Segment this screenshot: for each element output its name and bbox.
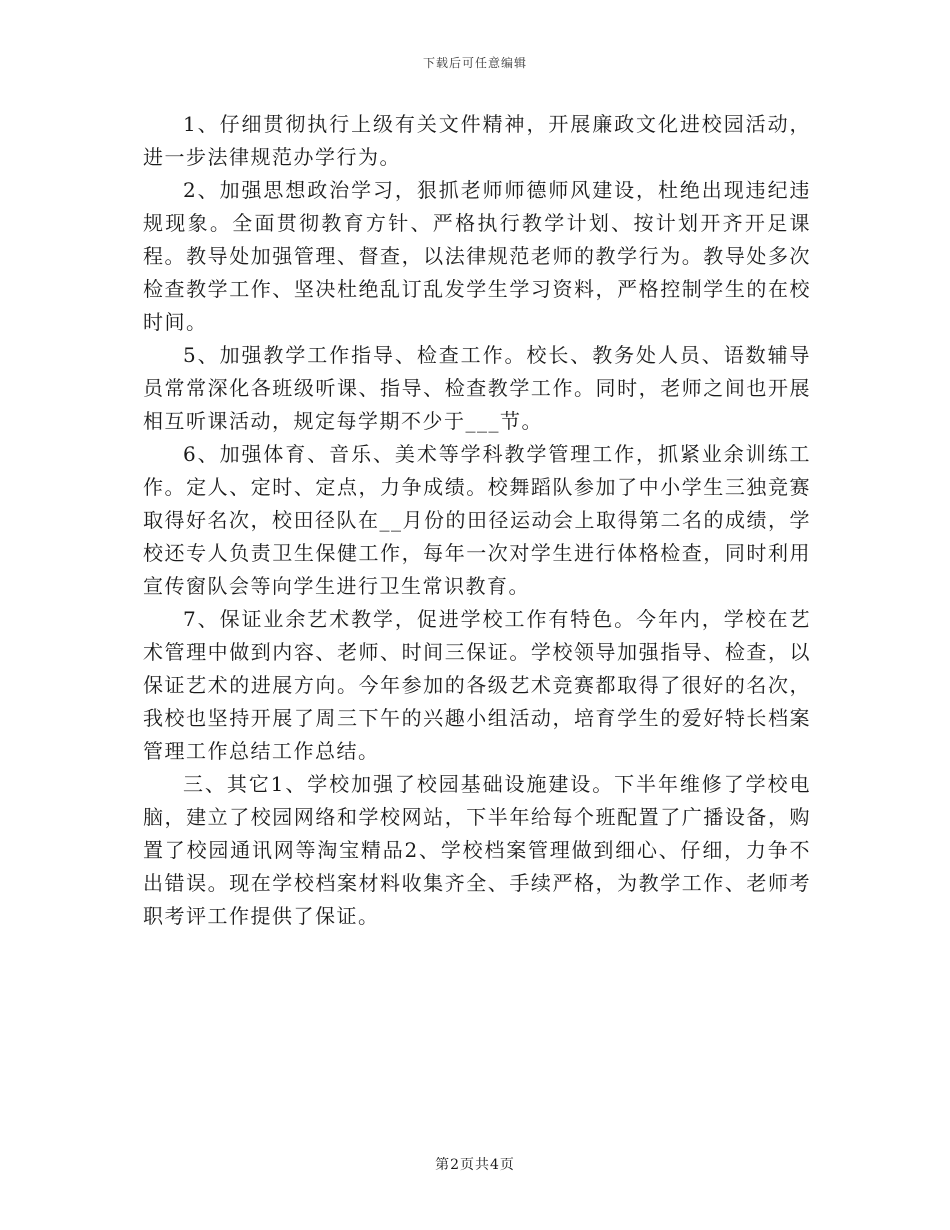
paragraph-2: 2、加强思想政治学习，狠抓老师师德师风建设，杜绝出现违纪违规现象。全面贯彻教育方针、严格执行教学计划、按计划开齐开足课程。教导处加强管理、督查，以法律规范老师的教学行为。教导处多次检查教学工作、坚决杜绝乱订乱发学生学习资料，严格控制学生的在校时间。 bbox=[143, 178, 811, 334]
paragraph-6: 6、加强体育、音乐、美术等学科教学管理工作，抓紧业余训练工作。定人、定时、定点，力争成绩。校舞蹈队参加了中小学生三独竞赛取得好名次，校田径队在__月份的田径运动会上取得第二名的成绩，学校还专人负责卫生保健工作，每年一次对学生进行体格检查，同时利用宣传窗队会等向学生进行卫生常识教育。 bbox=[143, 442, 811, 598]
document-body bbox=[143, 108, 811, 933]
header-note: 下载后可任意编辑 bbox=[422, 56, 527, 70]
paragraph-1: 1、仔细贯彻执行上级有关文件精神，开展廉政文化进校园活动，进一步法律规范办学行为。 bbox=[143, 112, 811, 169]
paragraph-7: 7、保证业余艺术教学，促进学校工作有特色。今年内，学校在艺术管理中做到内容、老师、时间三保证。学校领导加强指导、检查，以保证艺术的进展方向。今年参加的各级艺术竞赛都取得了很好的名次，我校也坚持开展了周三下午的兴趣小组活动，培育学生的爱好特长档案管理工作总结工作总结。 bbox=[143, 607, 811, 763]
paragraph-other: 三、其它1、学校加强了校园基础设施建设。下半年维修了学校电脑，建立了校园网络和学校网站，下半年给每个班配置了广播设备，购置了校园通讯网等淘宝精品2、学校档案管理做到细心、仔细，力争不出错误。现在学校档案材料收集齐全、手续严格，为教学工作、老师考职考评工作提供了保证。 bbox=[143, 772, 811, 928]
paragraph-5: 5、加强教学工作指导、检查工作。校长、教务处人员、语数辅导员常常深化各班级听课、指导、检查教学工作。同时，老师之间也开展相互听课活动，规定每学期不少于___节。 bbox=[143, 343, 811, 433]
page-number: 第2页共4页 bbox=[435, 1157, 515, 1173]
